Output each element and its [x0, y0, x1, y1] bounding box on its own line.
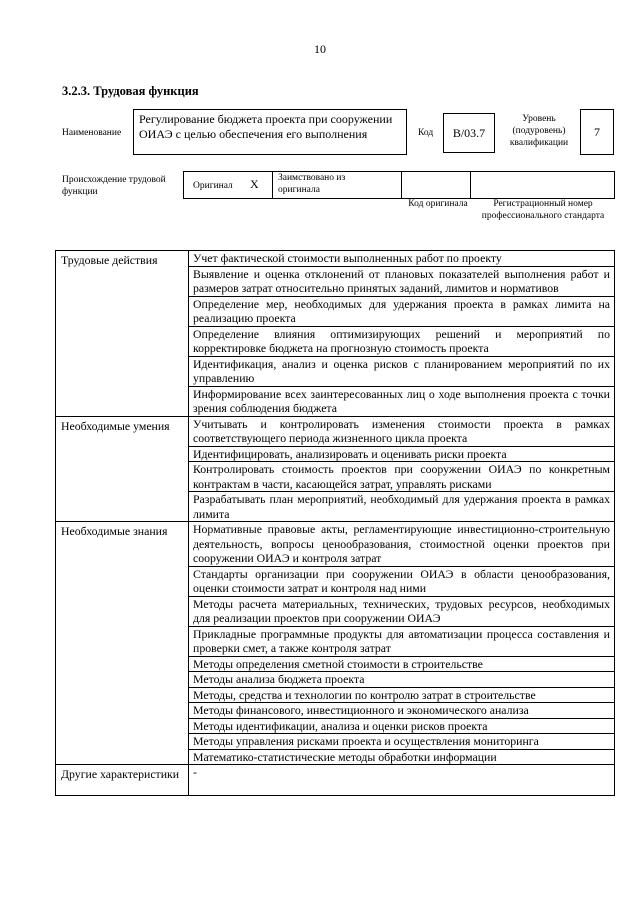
code-box — [443, 113, 495, 153]
row-item: Определение влияния оптимизирующих решений и мероприятий по корректировке бюджета на прогнозную стоимость проекта — [189, 326, 615, 356]
code-label: Код — [418, 128, 434, 138]
row-heading: Другие характеристики — [56, 765, 189, 796]
level-label: Уровень (подуровень) квалификации — [509, 114, 569, 148]
code-original-caption: Код оригинала — [408, 199, 468, 209]
name-label: Наименование — [62, 128, 122, 138]
row-heading: Трудовые действия — [56, 251, 189, 417]
table-row — [56, 251, 615, 267]
row-heading: Необходимые знания — [56, 522, 189, 765]
row-item: Методы определения сметной стоимости в строительстве — [189, 656, 615, 672]
origin-table — [183, 171, 615, 199]
borrowed-label: Заимствовано из оригинала — [278, 173, 346, 195]
row-item: Идентифицировать, анализировать и оценивать риски проекта — [189, 446, 615, 462]
row-item: Разрабатывать план мероприятий, необходимый для удержания проекта в рамках лимита — [189, 492, 615, 522]
row-item: Определение мер, необходимых для удержания проекта в рамках лимита на реализацию проекта — [189, 296, 615, 326]
reg-number-caption: Регистрационный номер профессионального стандарта — [481, 199, 605, 221]
table-row — [56, 522, 615, 567]
row-item: Стандарты организации при сооружении ОИАЭ в области ценообразования, оценки стоимости затрат и контроля над ними — [189, 566, 615, 596]
page-number: 10 — [314, 42, 326, 56]
labor-function-table — [55, 250, 615, 796]
original-label: Оригинал — [193, 181, 233, 191]
row-item: Учет фактической стоимости выполненных работ по проекту — [189, 251, 615, 267]
row-item: Методы идентификации, анализа и оценки рисков проекта — [189, 718, 615, 734]
row-item: Методы, средства и технологии по контролю затрат в строительстве — [189, 687, 615, 703]
row-heading: Необходимые умения — [56, 416, 189, 522]
origin-label: Происхождение трудовой функции — [62, 175, 166, 197]
function-name-box — [133, 109, 407, 155]
section-title: 3.2.3. Трудовая функция — [62, 84, 199, 98]
row-item: Методы расчета материальных, технических, трудовых ресурсов, необходимых для реализации проектов при сооружении ОИАЭ — [189, 596, 615, 626]
level-box — [580, 109, 614, 155]
level-value: 7 — [594, 124, 600, 139]
table-row — [56, 416, 615, 446]
row-item: Контролировать стоимость проектов при сооружении ОИАЭ по конкретным контрактам в части, касающейся затрат, управлять рисками — [189, 462, 615, 492]
row-item: Идентификация, анализ и оценка рисков с планированием мероприятий по их управлению — [189, 356, 615, 386]
code-value: B/03.7 — [452, 125, 486, 140]
function-name-value: Регулирование бюджета проекта при сооружении ОИАЭ с целью обеспечения его выполнения — [139, 112, 393, 141]
original-mark: X — [250, 177, 259, 191]
row-item: Методы финансового, инвестиционного и экономического анализа — [189, 703, 615, 719]
row-item: Нормативные правовые акты, регламентирующие инвестиционно-строительную деятельность, вопросы ценообразования, стоимостной оценки проектов при сооружении ОИАЭ и контроля затрат — [189, 522, 615, 567]
row-item: Учитывать и контролировать изменения стоимости проекта в рамках соответствующего периода жизненного цикла проекта — [189, 416, 615, 446]
row-item: - — [189, 765, 615, 796]
row-item: Прикладные программные продукты для автоматизации процесса составления и проверки смет, а также контроля затрат — [189, 626, 615, 656]
row-item: Математико-статистические методы обработки информации — [189, 749, 615, 765]
row-item: Информирование всех заинтересованных лиц о ходе выполнения проекта с точки зрения соблюдения бюджета — [189, 386, 615, 416]
row-item: Выявление и оценка отклонений от плановых показателей выполнения работ и размеров затрат относительно принятых заданий, лимитов и нормативов — [189, 266, 615, 296]
row-item: Методы управления рисками проекта и осуществления мониторинга — [189, 734, 615, 750]
table-row — [56, 765, 615, 796]
row-item: Методы анализа бюджета проекта — [189, 672, 615, 688]
